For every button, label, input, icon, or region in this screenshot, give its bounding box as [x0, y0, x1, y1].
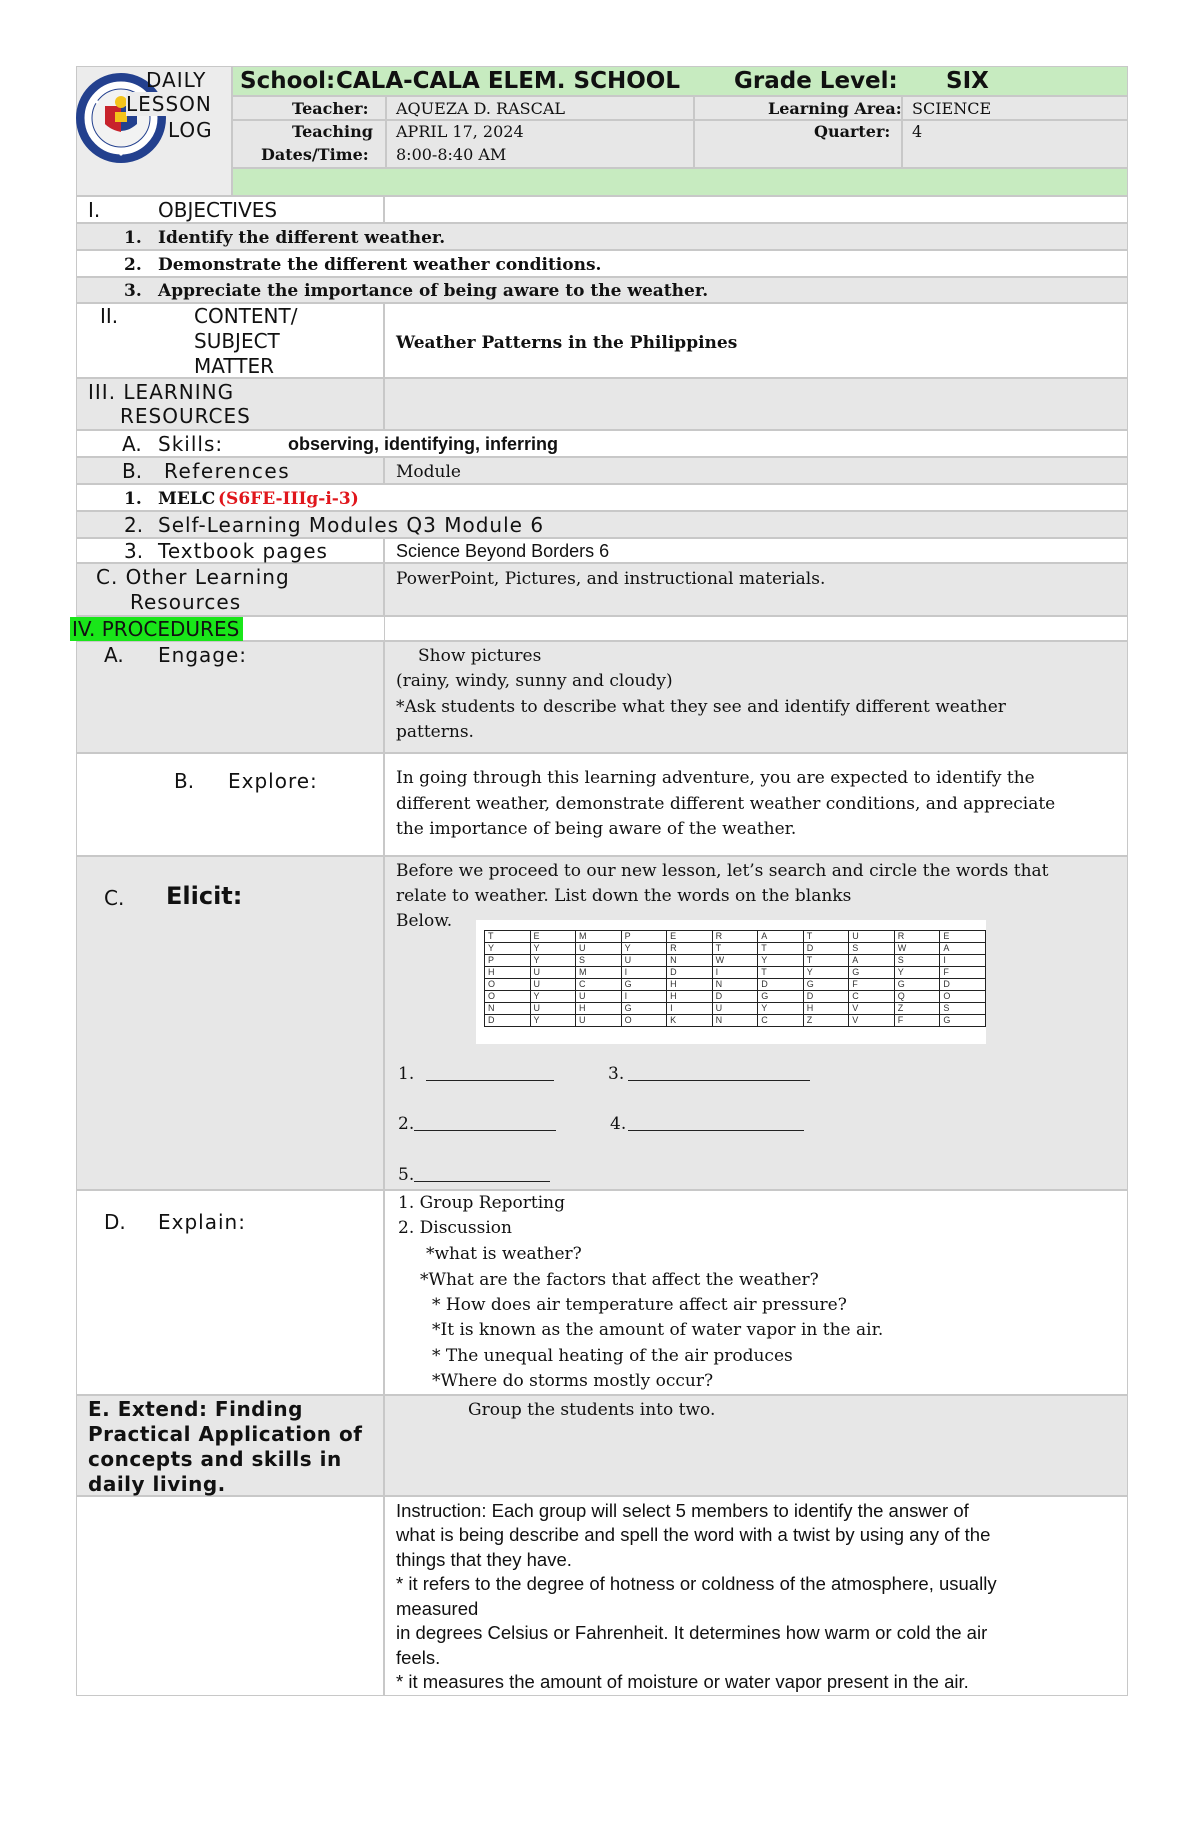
- references-value-cell: [384, 457, 1128, 484]
- blank-5-line[interactable]: [414, 1167, 550, 1182]
- procedures-heading: IV. PROCEDURES: [70, 617, 243, 641]
- word-search-cell[interactable]: E: [940, 931, 986, 943]
- word-search-cell[interactable]: G: [803, 979, 849, 991]
- slm-number: 2.: [124, 513, 144, 537]
- time-value: 8:00-8:40 AM: [396, 145, 507, 164]
- word-search-cell[interactable]: Y: [530, 955, 575, 967]
- explore-line-1: In going through this learning adventure, you are expected to identify the: [396, 768, 1035, 788]
- other-resources-value: PowerPoint, Pictures, and instructional materials.: [396, 569, 826, 589]
- word-search-cell[interactable]: E: [667, 931, 712, 943]
- word-search-cell[interactable]: A: [940, 943, 986, 955]
- word-search-cell[interactable]: U: [530, 967, 575, 979]
- word-search-row: [485, 943, 986, 955]
- resources-heading-value-cell: [384, 378, 1128, 430]
- engage-line-1: Show pictures: [418, 646, 542, 666]
- word-search-cell[interactable]: S: [894, 955, 940, 967]
- blank-1-line[interactable]: [426, 1066, 554, 1081]
- word-search-cell[interactable]: I: [940, 955, 986, 967]
- content-value: Weather Patterns in the Philippines: [396, 333, 738, 353]
- word-search-cell[interactable]: D: [803, 943, 849, 955]
- blank-3-line[interactable]: [628, 1066, 810, 1081]
- word-search-cell[interactable]: I: [621, 991, 667, 1003]
- elicit-letter: C.: [104, 886, 125, 910]
- skills-letter: A.: [122, 432, 142, 456]
- word-search-cell[interactable]: D: [667, 967, 712, 979]
- word-search-cell[interactable]: T: [758, 943, 804, 955]
- explain-line-3: *what is weather?: [426, 1244, 582, 1264]
- explain-line-6: *It is known as the amount of water vapor in the air.: [432, 1320, 884, 1340]
- elicit-line-1: Before we proceed to our new lesson, let’s search and circle the words that: [396, 861, 1049, 881]
- instruction-label-cell: [76, 1496, 384, 1696]
- extend-label-line-1: E. Extend: Finding: [88, 1397, 303, 1421]
- grade-value: SIX: [946, 68, 989, 94]
- content-label-line-2: SUBJECT: [194, 329, 280, 353]
- resources-heading-line-2: RESOURCES: [120, 404, 251, 428]
- extend-label-line-3: concepts and skills in: [88, 1447, 342, 1471]
- word-search-row: [485, 1015, 986, 1027]
- skills-label: Skills:: [158, 432, 224, 456]
- explore-label: Explore:: [228, 769, 318, 793]
- word-search-cell[interactable]: W: [712, 955, 758, 967]
- explain-line-8: *Where do storms mostly occur?: [432, 1371, 714, 1391]
- school-value: CALA-CALA ELEM. SCHOOL: [336, 68, 680, 94]
- word-search-cell[interactable]: Y: [894, 967, 940, 979]
- extend-label-line-2: Practical Application of: [88, 1422, 363, 1446]
- objective-2-number: 2.: [124, 255, 142, 275]
- instruction-line-5: measured: [396, 1598, 479, 1619]
- word-search-cell[interactable]: H: [667, 991, 712, 1003]
- word-search-cell[interactable]: O: [485, 979, 531, 991]
- word-search-cell[interactable]: O: [621, 1015, 667, 1027]
- word-search-row: [485, 979, 986, 991]
- word-search-row: [485, 931, 986, 943]
- word-search-cell[interactable]: U: [576, 1015, 622, 1027]
- word-search-cell[interactable]: D: [758, 979, 804, 991]
- word-search-cell[interactable]: U: [530, 1003, 575, 1015]
- objective-1: Identify the different weather.: [158, 228, 446, 248]
- word-search-cell[interactable]: M: [576, 967, 622, 979]
- slm-value: Self-Learning Modules Q3 Module 6: [158, 513, 545, 537]
- engage-line-2: (rainy, windy, sunny and cloudy): [396, 671, 673, 691]
- word-search-cell[interactable]: U: [712, 1003, 758, 1015]
- objective-1-number: 1.: [124, 228, 142, 248]
- instruction-line-2: what is being describe and spell the word with a twist by using any of the: [396, 1524, 991, 1545]
- word-search-cell[interactable]: Z: [894, 1003, 940, 1015]
- other-resources-label-line-1: C. Other Learning: [96, 565, 290, 589]
- content-label-line-1: CONTENT/: [194, 304, 298, 328]
- explain-letter: D.: [104, 1210, 126, 1234]
- word-search-cell[interactable]: R: [712, 931, 758, 943]
- word-search-cell[interactable]: V: [849, 1003, 895, 1015]
- word-search-cell[interactable]: Y: [758, 1003, 804, 1015]
- word-search-cell[interactable]: G: [940, 1015, 986, 1027]
- word-search-cell[interactable]: Y: [530, 991, 575, 1003]
- header-quarter-value-cell: [902, 120, 1128, 168]
- references-letter: B.: [122, 459, 143, 483]
- explain-label: Explain:: [158, 1210, 246, 1234]
- school-label: School:: [240, 68, 336, 94]
- textbook-value: Science Beyond Borders 6: [396, 541, 610, 561]
- word-search-row: [485, 991, 986, 1003]
- engage-line-4: patterns.: [396, 722, 474, 742]
- elicit-line-2: relate to weather. List down the words on the blanks: [396, 886, 852, 906]
- quarter-label: Quarter:: [814, 122, 891, 141]
- word-search-cell[interactable]: D: [712, 991, 758, 1003]
- objectives-heading: OBJECTIVES: [158, 198, 278, 222]
- explain-line-4: *What are the factors that affect the weather?: [420, 1270, 819, 1290]
- word-search-cell[interactable]: Z: [803, 1015, 849, 1027]
- dates-label-line-1: Teaching: [292, 122, 373, 141]
- explain-line-2: 2. Discussion: [398, 1218, 512, 1238]
- resources-heading-line-1: III. LEARNING: [88, 380, 235, 404]
- area-label: Learning Area:: [768, 99, 902, 118]
- word-search-cell[interactable]: G: [621, 1003, 667, 1015]
- word-search-cell[interactable]: G: [621, 979, 667, 991]
- instruction-line-7: feels.: [396, 1647, 441, 1668]
- date-value: APRIL 17, 2024: [396, 122, 524, 141]
- blank-3-label: 3.: [608, 1064, 625, 1084]
- word-search-cell[interactable]: M: [576, 931, 622, 943]
- elicit-label: Elicit:: [166, 882, 243, 910]
- header-green-bar: [232, 168, 1128, 196]
- teacher-value: AQUEZA D. RASCAL: [396, 99, 566, 118]
- word-search-cell[interactable]: R: [667, 943, 712, 955]
- word-search-cell[interactable]: N: [485, 1003, 531, 1015]
- word-search-cell[interactable]: C: [758, 1015, 804, 1027]
- word-search-cell[interactable]: H: [576, 1003, 622, 1015]
- other-resources-label-line-2: Resources: [130, 590, 242, 614]
- objectives-heading-value-cell: [384, 196, 1128, 223]
- extend-label-line-4: daily living.: [88, 1472, 226, 1496]
- melc-code: (S6FE-IIIg-i-3): [218, 489, 359, 509]
- word-search-cell[interactable]: I: [667, 1003, 712, 1015]
- quarter-value: 4: [912, 122, 923, 141]
- word-search-cell[interactable]: A: [758, 931, 804, 943]
- word-search-cell[interactable]: Y: [621, 943, 667, 955]
- word-search-cell[interactable]: C: [576, 979, 622, 991]
- elicit-line-3: Below.: [396, 911, 453, 931]
- word-search-cell[interactable]: N: [667, 955, 712, 967]
- word-search-cell[interactable]: P: [485, 955, 531, 967]
- word-search-cell[interactable]: Y: [530, 1015, 575, 1027]
- word-search-cell[interactable]: U: [576, 991, 622, 1003]
- explain-line-1: 1. Group Reporting: [398, 1193, 566, 1213]
- word-search-row: [485, 955, 986, 967]
- word-search-cell[interactable]: D: [803, 991, 849, 1003]
- word-search-cell[interactable]: U: [530, 979, 575, 991]
- objective-2: Demonstrate the different weather conditions.: [158, 255, 602, 275]
- textbook-label: Textbook pages: [158, 539, 328, 563]
- word-search-cell[interactable]: E: [530, 931, 575, 943]
- dll-title-line-2: LESSON: [126, 92, 212, 116]
- explore-line-2: different weather, demonstrate different weather conditions, and appreciate: [396, 794, 1056, 814]
- word-search-cell[interactable]: K: [667, 1015, 712, 1027]
- objectives-number: I.: [88, 198, 101, 222]
- word-search-cell[interactable]: Y: [803, 967, 849, 979]
- skills-row: [76, 430, 1128, 457]
- blank-4-line[interactable]: [628, 1116, 804, 1131]
- textbook-number: 3.: [124, 539, 144, 563]
- word-search-cell[interactable]: O: [940, 991, 986, 1003]
- word-search-cell[interactable]: O: [485, 991, 531, 1003]
- word-search-cell[interactable]: S: [940, 1003, 986, 1015]
- word-search-cell[interactable]: P: [621, 931, 667, 943]
- explore-line-3: the importance of being aware of the weather.: [396, 819, 797, 839]
- word-search-cell[interactable]: Y: [485, 943, 531, 955]
- word-search-cell[interactable]: T: [803, 955, 849, 967]
- skills-value: observing, identifying, inferring: [288, 434, 559, 454]
- explain-line-7: * The unequal heating of the air produces: [432, 1346, 793, 1366]
- melc-label: MELC: [158, 489, 216, 509]
- objective-3-number: 3.: [124, 281, 142, 301]
- word-search-cell[interactable]: U: [576, 943, 622, 955]
- engage-letter: A.: [104, 643, 124, 667]
- word-search-cell[interactable]: S: [849, 943, 895, 955]
- engage-line-3: *Ask students to describe what they see and identify different weather: [396, 697, 1006, 717]
- objective-3: Appreciate the importance of being aware to the weather.: [158, 281, 709, 301]
- content-number: II.: [100, 304, 119, 328]
- blank-1-label: 1.: [398, 1064, 415, 1084]
- word-search-row: [485, 967, 986, 979]
- word-search-cell[interactable]: H: [485, 967, 531, 979]
- word-search-cell[interactable]: D: [940, 979, 986, 991]
- blank-5-label: 5.: [398, 1165, 415, 1185]
- word-search-cell[interactable]: T: [758, 967, 804, 979]
- dates-label-line-2: Dates/Time:: [261, 145, 369, 164]
- content-label-line-3: MATTER: [194, 354, 274, 378]
- word-search-cell[interactable]: R: [894, 931, 940, 943]
- word-search-cell[interactable]: G: [849, 967, 895, 979]
- word-search-grid: [484, 930, 986, 1027]
- word-search-cell[interactable]: U: [849, 931, 895, 943]
- word-search-cell[interactable]: H: [667, 979, 712, 991]
- instruction-line-1: Instruction: Each group will select 5 members to identify the answer of: [396, 1500, 969, 1521]
- word-search-cell[interactable]: F: [940, 967, 986, 979]
- blank-2-line[interactable]: [414, 1116, 556, 1131]
- word-search-cell[interactable]: F: [849, 979, 895, 991]
- extend-value: Group the students into two.: [468, 1400, 716, 1420]
- blank-4-label: 4.: [610, 1114, 627, 1134]
- word-search-cell[interactable]: I: [621, 967, 667, 979]
- word-search-cell[interactable]: V: [849, 1015, 895, 1027]
- word-search-cell[interactable]: I: [712, 967, 758, 979]
- word-search-cell[interactable]: S: [576, 955, 622, 967]
- word-search-cell[interactable]: N: [712, 979, 758, 991]
- word-search-cell[interactable]: F: [894, 1015, 940, 1027]
- dll-title-line-1: DAILY: [146, 68, 207, 92]
- word-search-box: [476, 920, 986, 1044]
- word-search-cell[interactable]: Y: [530, 943, 575, 955]
- dll-title-line-3: LOG: [168, 118, 213, 142]
- word-search-cell[interactable]: H: [803, 1003, 849, 1015]
- explore-letter: B.: [174, 769, 195, 793]
- references-label: References: [164, 459, 291, 483]
- word-search-cell[interactable]: Y: [758, 955, 804, 967]
- area-value: SCIENCE: [912, 99, 992, 118]
- word-search-cell[interactable]: G: [758, 991, 804, 1003]
- grade-label: Grade Level:: [734, 68, 898, 94]
- explain-line-5: * How does air temperature affect air pressure?: [432, 1295, 847, 1315]
- melc-number: 1.: [124, 489, 142, 509]
- instruction-line-6: in degrees Celsius or Fahrenheit. It determines how warm or cold the air: [396, 1622, 988, 1643]
- blank-2-label: 2.: [398, 1114, 415, 1134]
- instruction-line-3: things that they have.: [396, 1549, 572, 1570]
- instruction-line-4: * it refers to the degree of hotness or coldness of the atmosphere, usually: [396, 1573, 997, 1594]
- references-value: Module: [396, 462, 461, 482]
- word-search-cell[interactable]: U: [621, 955, 667, 967]
- word-search-cell[interactable]: T: [485, 931, 531, 943]
- word-search-row: [485, 1003, 986, 1015]
- word-search-cell[interactable]: T: [803, 931, 849, 943]
- procedures-value-cell: [384, 616, 1128, 641]
- instruction-line-8: * it measures the amount of moisture or water vapor present in the air.: [396, 1671, 969, 1692]
- word-search-cell[interactable]: T: [712, 943, 758, 955]
- engage-label: Engage:: [158, 643, 248, 667]
- word-search-cell[interactable]: C: [849, 991, 895, 1003]
- word-search-cell[interactable]: D: [485, 1015, 531, 1027]
- teacher-label: Teacher:: [292, 99, 369, 118]
- word-search-cell[interactable]: Q: [894, 991, 940, 1003]
- word-search-cell[interactable]: G: [894, 979, 940, 991]
- word-search-cell[interactable]: A: [849, 955, 895, 967]
- word-search-cell[interactable]: N: [712, 1015, 758, 1027]
- word-search-cell[interactable]: W: [894, 943, 940, 955]
